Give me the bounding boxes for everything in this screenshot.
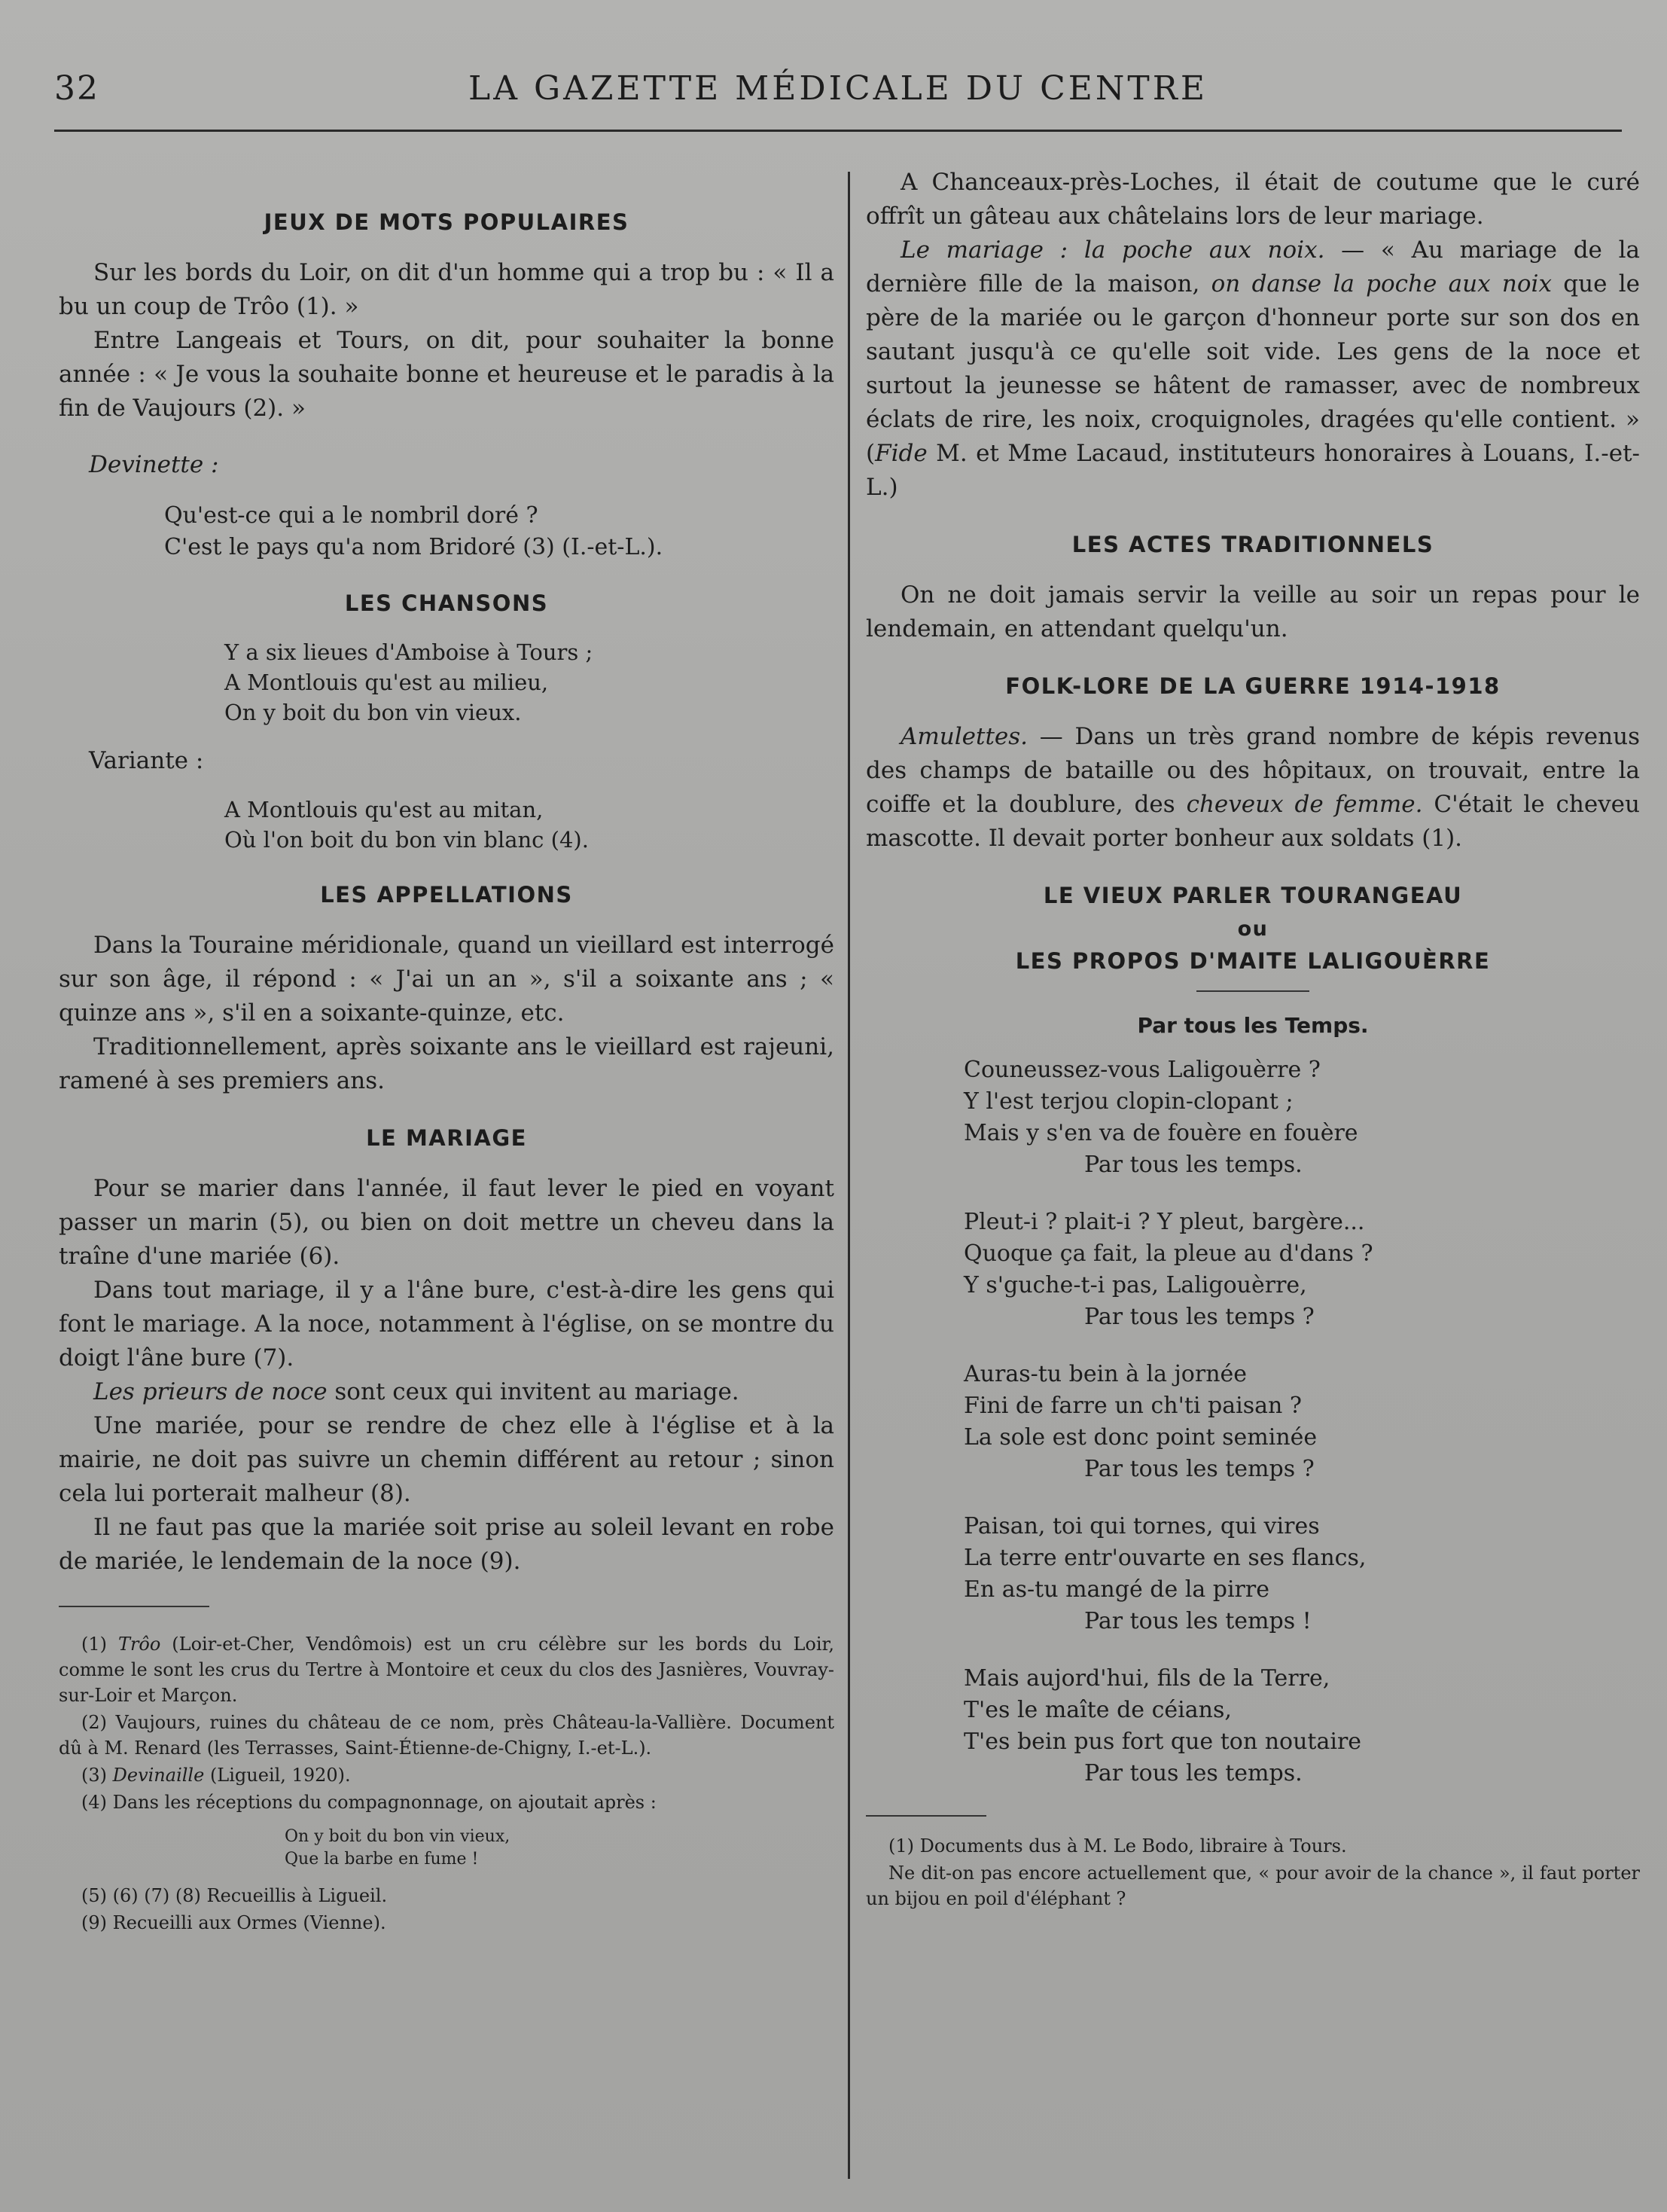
text: — Dans un très grand nombre de képis revenus des champs de bataille ou des hôpitaux, on trouvait, entre la coiffe et la doublure, des (866, 723, 1640, 818)
italic-text: cheveux de femme. (1186, 791, 1423, 818)
footnote-number: (1) (81, 1634, 118, 1655)
poem-title: Par tous les Temps. (1137, 1013, 1369, 1038)
paragraph: Entre Langeais et Tours, on dit, pour souhaiter la bonne année : « Je vous la souhaite bonne et heureuse et le paradis à la fin de Vaujours (2). » (59, 327, 834, 422)
paragraph (866, 233, 1640, 505)
footnote: (5) (6) (7) (8) Recueillis à Ligueil. (81, 1885, 388, 1906)
italic-text: Amulettes. (901, 723, 1029, 750)
stanza (964, 1207, 1640, 1333)
verse-line: A Montlouis qu'est au mitan, (224, 797, 544, 822)
page-header (54, 62, 1622, 132)
section-heading-ou: ou (1237, 917, 1269, 941)
paragraph: Dans la Touraine méridionale, quand un vieillard est interrogé sur son âge, il répond : « J'ai un an », s'il a soixante ans ; « quinze ans », s'il en a soixante-quinze, etc. (59, 932, 834, 1027)
verse-line: Quoque ça fait, la pleue au d'dans ? (964, 1240, 1373, 1267)
verse-line: T'es bein pus fort que ton noutaire (964, 1728, 1362, 1755)
verse-line: T'es le maîte de céians, (964, 1697, 1232, 1723)
italic-text: Trôo (117, 1634, 161, 1655)
stanza (964, 1054, 1640, 1181)
page-number: 32 (54, 69, 99, 108)
footnote: Ne dit-on pas encore actuellement que, « pour avoir de la chance », il faut porter un bijou en poil d'éléphant ? (866, 1863, 1640, 1909)
short-rule (1196, 990, 1309, 992)
italic-text: on danse la poche aux noix (1211, 270, 1552, 297)
footnote-number: (3) (81, 1765, 113, 1786)
paragraph: A Chanceaux-près-Loches, il était de coutume que le curé offrît un gâteau aux châtelains lors de leur mariage. (866, 169, 1640, 230)
poem (964, 1054, 1640, 1789)
verse-line: Paisan, toi qui tornes, qui vires (964, 1513, 1320, 1539)
devinette-verse (59, 500, 834, 563)
variante-label: Variante : (89, 747, 204, 774)
left-column (59, 166, 834, 1937)
text: que le père de la mariée ou le garçon d'honneur porte sur son dos en sautant jusqu'à ce qu'elle soit vide. Les gens de la noce et surtout la jeunesse se hâtent de ramasser, avec de nombreux éclats de rire, les noix, croquignoles, dragées qu'elle contient. » ( (866, 270, 1640, 467)
paragraph (59, 1375, 834, 1409)
verse-line: Y s'guche-t-i pas, Laligouèrre, (964, 1272, 1307, 1298)
verse-line: Qu'est-ce qui a le nombril doré ? (164, 502, 538, 529)
verse-refrain: Par tous les temps ! (1084, 1608, 1312, 1634)
section-heading-chansons: LES CHANSONS (344, 590, 549, 616)
section-heading-jeux-de-mots: JEUX DE MOTS POPULAIRES (264, 209, 629, 235)
chanson-verse (59, 637, 834, 728)
verse-refrain: Par tous les temps. (1084, 1152, 1303, 1178)
text: (Ligueil, 1920). (204, 1765, 351, 1786)
footnote: (2) Vaujours, ruines du château de ce nom, près Château-la-Vallière. Document dû à M. Renard (les Terrasses, Saint-Étienne-de-Chigny, I.-et-L.). (59, 1712, 834, 1759)
verse-line: Fini de farre un ch'ti paisan ? (964, 1393, 1302, 1419)
verse-line: Mais y s'en va de fouère en fouère (964, 1120, 1358, 1146)
verse-line: C'est le pays qu'a nom Bridoré (3) (I.-et-L.). (164, 534, 663, 560)
verse-line: Y a six lieues d'Amboise à Tours ; (224, 639, 593, 665)
text: (Loir-et-Cher, Vendômois) est un cru célèbre sur les bords du Loir, comme le sont les crus du Tertre à Montoire et ceux du clos des Jasnières, Vouvray-sur-Loir et Marçon. (59, 1634, 834, 1706)
verse-line: A Montlouis qu'est au milieu, (224, 670, 549, 695)
verse-line: La sole est donc point seminée (964, 1424, 1318, 1451)
italic-text: Fide (875, 440, 928, 467)
verse-refrain: Par tous les temps. (1084, 1760, 1303, 1786)
paragraph: Pour se marier dans l'année, il faut lever le pied en voyant passer un marin (5), ou bien on doit mettre un cheveu dans la traîne d'une mariée (6). (59, 1175, 834, 1270)
text: M. et Mme Lacaud, instituteurs honoraires à Louans, I.-et-L.) (866, 440, 1640, 501)
footnote (59, 1631, 834, 1708)
quote-line: Que la barbe en fume ! (285, 1850, 479, 1869)
footnote (59, 1762, 834, 1788)
paragraph: Traditionnellement, après soixante ans le vieillard est rajeuni, ramené à ses premiers ans. (59, 1033, 834, 1094)
footnote: (4) Dans les réceptions du compagnonnage, on ajoutait après : (81, 1792, 657, 1813)
footnote-rule (59, 1606, 209, 1607)
paragraph: Une mariée, pour se rendre de chez elle à l'église et à la mairie, ne doit pas suivre un chemin différent au retour ; sinon cela lui porterait malheur (8). (59, 1412, 834, 1507)
italic-text: Le mariage : la poche aux noix. (901, 236, 1325, 264)
text: — « Au mariage de la dernière fille de la maison, (866, 236, 1641, 297)
verse-line: La terre entr'ouvarte en ses flancs, (964, 1545, 1367, 1571)
verse-refrain: Par tous les temps ? (1084, 1456, 1315, 1482)
verse-line: Où l'on boit du bon vin blanc (4). (224, 827, 589, 853)
verse-line: Couneussez-vous Laligouèrre ? (964, 1057, 1321, 1083)
devinette-label: Devinette : (89, 451, 219, 478)
verse-line: Pleut-i ? plait-i ? Y pleut, bargère... (964, 1209, 1365, 1235)
verse-line: Auras-tu bein à la jornée (964, 1361, 1248, 1387)
section-heading-folk-lore: FOLK-LORE DE LA GUERRE 1914-1918 (1005, 673, 1501, 699)
journal-title: LA GAZETTE MÉDICALE DU CENTRE (468, 69, 1208, 108)
section-heading-appellations: LES APPELLATIONS (320, 882, 573, 908)
verse-line: Mais aujord'hui, fils de la Terre, (964, 1665, 1330, 1692)
section-heading-vieux-parler: LE VIEUX PARLER TOURANGEAU (1043, 883, 1463, 908)
verse-line: Y l'est terjou clopin-clopant ; (964, 1088, 1294, 1115)
paragraph: On ne doit jamais servir la veille au soir un repas pour le lendemain, en attendant quelqu'un. (866, 581, 1640, 642)
stanza (964, 1663, 1640, 1789)
section-heading-mariage: LE MARIAGE (366, 1125, 527, 1151)
text: C'était le cheveu mascotte. Il devait porter bonheur aux soldats (1). (866, 791, 1640, 852)
footnote-quote (285, 1826, 834, 1871)
text: sont ceux qui invitent au mariage. (327, 1378, 739, 1405)
stanza (964, 1359, 1640, 1485)
paragraph: Sur les bords du Loir, on dit d'un homme qui a trop bu : « Il a bu un coup de Trôo (1). » (59, 259, 834, 320)
right-column (866, 166, 1640, 1913)
footnote-rule (866, 1815, 986, 1817)
verse-line: On y boit du bon vin vieux. (224, 700, 522, 725)
verse-line: En as-tu mangé de la pirre (964, 1576, 1269, 1603)
quote-line: On y boit du bon vin vieux, (285, 1827, 510, 1846)
variante-verse (59, 795, 834, 855)
stanza (964, 1511, 1640, 1637)
italic-text: Les prieurs de noce (93, 1378, 328, 1405)
paragraph (866, 720, 1640, 856)
italic-text: Devinaille (112, 1765, 205, 1786)
footnote: (9) Recueilli aux Ormes (Vienne). (81, 1912, 386, 1933)
verse-refrain: Par tous les temps ? (1084, 1304, 1315, 1330)
section-heading-actes: LES ACTES TRADITIONNELS (1071, 532, 1434, 557)
section-heading-propos: LES PROPOS D'MAITE LALIGOUÈRRE (1015, 948, 1491, 974)
paragraph: Dans tout mariage, il y a l'âne bure, c'est-à-dire les gens qui font le mariage. A la noce, notamment à l'église, on se montre du doigt l'âne bure (7). (59, 1277, 834, 1371)
paragraph: Il ne faut pas que la mariée soit prise au soleil levant en robe de mariée, le lendemain de la noce (9). (59, 1514, 834, 1575)
footnote: (1) Documents dus à M. Le Bodo, libraire à Tours. (888, 1835, 1347, 1857)
column-divider (848, 172, 850, 2179)
